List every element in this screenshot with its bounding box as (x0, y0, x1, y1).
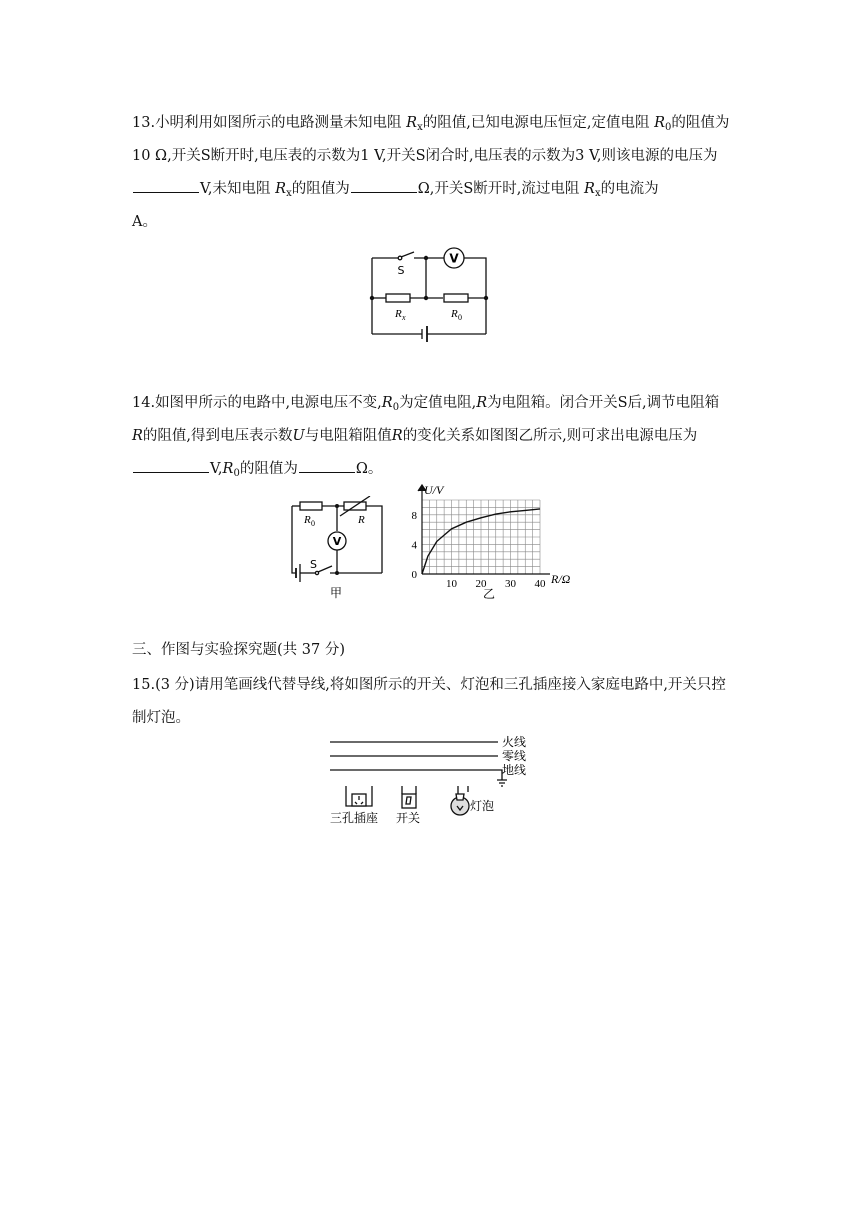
voltmeter-label: V (449, 251, 459, 266)
chart-ylabel: U/V (424, 483, 444, 497)
svg-text:0: 0 (458, 313, 462, 322)
answer-blank[interactable] (299, 457, 355, 473)
figure-caption-yi: 乙 (482, 587, 496, 601)
question-number: 13. (132, 115, 156, 131)
chart-xtick-label: 30 (505, 578, 516, 590)
switch-label: S (397, 264, 405, 277)
svg-text:V: V (332, 535, 342, 548)
q14-voltage-chart (400, 482, 590, 602)
live-wire-label: 火线 (502, 735, 527, 749)
chart-xtick-label: 10 (446, 578, 457, 590)
svg-text:x: x (402, 313, 406, 322)
svg-text:0: 0 (311, 519, 315, 528)
question-14-text: 14.如图甲所示的电路中,电源电压不变$,R_0$为定值电阻,R为电阻箱。闭合开关S后,调节电阻箱 R的阻值,得到电压表示数U与电阻箱阻值R的变化关系如图图乙所示,则可求出电源电压为$V,R_0$的阻值为 Ω。 (132, 395, 720, 479)
svg-text:S: S (310, 558, 317, 571)
q14-circuit-diagram-jia (282, 496, 392, 602)
question-number: 15. (132, 677, 156, 693)
svg-text:R: R (451, 308, 458, 320)
question-number: 14. (132, 395, 156, 411)
neutral-wire-label: 零线 (502, 749, 527, 763)
q13-circuit-diagram (366, 244, 492, 344)
answer-blank[interactable] (133, 457, 209, 473)
answer-blank[interactable] (133, 177, 199, 193)
switch-label: 开关 (396, 811, 421, 825)
chart-ytick-label: 0 (411, 569, 417, 581)
chart-xtick-label: 20 (475, 578, 487, 590)
chart-xtick-label: 40 (534, 578, 546, 590)
figure-caption-jia: 甲 (329, 586, 343, 600)
chart-xlabel: R/Ω (551, 572, 571, 586)
ground-wire[interactable] (330, 770, 502, 780)
answer-blank[interactable] (351, 177, 417, 193)
bulb-label: 灯泡 (470, 799, 495, 813)
section-title: 三、作图与实验探究题(共 37 分) (132, 642, 345, 658)
svg-text:R: R (395, 308, 402, 320)
socket-label: 三孔插座 (330, 811, 379, 825)
svg-text:R: R (358, 514, 365, 526)
ground-wire-label: 地线 (502, 763, 527, 777)
chart-ytick-label: 4 (411, 539, 417, 552)
q15-household-circuit (326, 734, 536, 828)
question-13-text: 13.小明利用如图所示的电路测量未知电阻 $R_x$的阻值,已知电源电压恒定,定值电阻 $R_0$的阻值为10 Ω,开关S断开时,电压表的示数为1 V,开关S闭合时,电压表的示数为3 V,则该电源的电压为V,未知电阻 $R_x$的阻值为 Ω,开关S断开时,流过电阻 $R_x$的电流为 A。 (132, 115, 730, 230)
svg-text:R: R (304, 514, 311, 526)
question-15-text: 15.(3 分)请用笔画线代替导线,将如图所示的开关、灯泡和三孔插座接入家庭电路中,开关只控制灯泡。 (132, 677, 726, 726)
chart-ytick-label: 8 (411, 509, 417, 522)
